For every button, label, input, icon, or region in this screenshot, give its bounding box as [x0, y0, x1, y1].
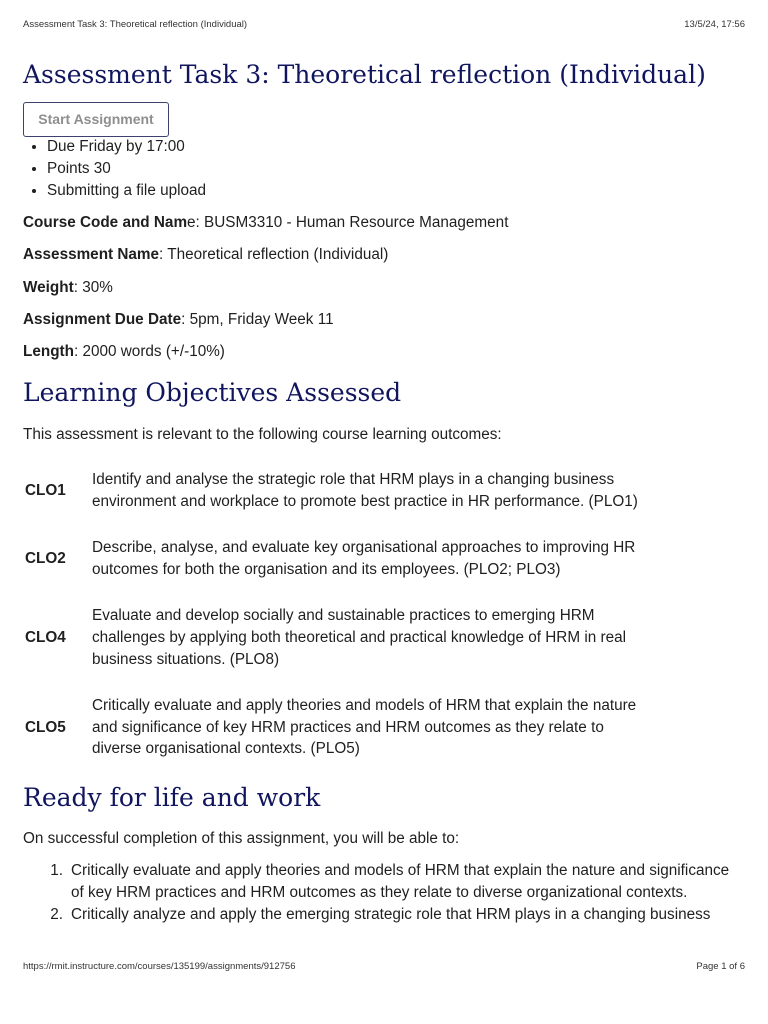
field-label: Course Code and Nam: [23, 214, 188, 231]
list-item: [23, 860, 729, 903]
print-header-title: Assessment Task 3: Theoretical reflection (Individual): [23, 19, 248, 30]
field-value: : Theoretical reflection (Individual): [159, 246, 389, 264]
learning-objectives-intro: This assessment is relevant to the following course learning outcomes:: [23, 426, 502, 443]
outcome-code: CLO1: [25, 481, 66, 499]
points-item: • Points 30: [47, 158, 206, 180]
field-value: : 30%: [73, 278, 113, 296]
assignment-details-list: [23, 136, 206, 202]
outcome-line: environment and workplace to promote best practice in HR performance. (PLO1): [92, 492, 638, 510]
print-footer: [23, 961, 745, 973]
field-label: Assignment Due Date: [23, 310, 182, 328]
ready-for-life-list: [23, 860, 729, 925]
table-row: [23, 683, 638, 773]
outcome-code: CLO5: [25, 718, 66, 736]
assessment-info: [23, 212, 508, 373]
assessment-name-field: [23, 244, 508, 266]
field-label: Weight: [23, 278, 74, 296]
outcome-code: CLO2: [25, 549, 66, 567]
outcome-line: Critically evaluate and apply theories and models of HRM that explain the nature: [92, 696, 637, 714]
outcome-description: [92, 457, 638, 525]
submission-type-item: • Submitting a file upload: [47, 180, 206, 202]
outcome-code: CLO4: [25, 628, 66, 646]
field-value: e: BUSM3310 - Human Resource Management: [187, 214, 509, 231]
list-item-number: 1.: [50, 862, 63, 880]
list-item-number: 2.: [50, 905, 63, 923]
weight-field: [23, 277, 508, 299]
length-field: [23, 341, 508, 363]
print-header: [23, 19, 745, 31]
table-row: [23, 593, 638, 683]
page-number: Page 1 of 6: [696, 961, 745, 972]
outcome-line: Describe, analyse, and evaluate key organisational approaches to improving HR: [92, 539, 636, 557]
outcome-line: business situations. (PLO8): [92, 650, 280, 668]
ready-for-life-intro: On successful completion of this assignment, you will be able to:: [23, 830, 460, 847]
outcome-line: challenges by applying both theoretical and practical knowledge of HRM in real: [92, 628, 627, 646]
list-item: [23, 904, 729, 926]
learning-objectives-heading: Learning Objectives Assessed: [23, 378, 402, 407]
outcome-line: outcomes for both the organisation and its employees. (PLO2; PLO3): [92, 560, 561, 578]
field-value: : 5pm, Friday Week 11: [181, 310, 334, 328]
field-label: Assessment Name: [23, 246, 160, 264]
outcome-line: Identify and analyse the strategic role that HRM plays in a changing business: [92, 471, 615, 489]
list-item-line: Critically evaluate and apply theories and models of HRM that explain the nature and significance: [71, 862, 730, 880]
table-row: [23, 525, 638, 593]
print-header-datetime: 13/5/24, 17:56: [684, 19, 745, 30]
page-url: https://rmit.instructure.com/courses/135199/assignments/912756: [23, 961, 296, 972]
outcome-line: diverse organisational contexts. (PLO5): [92, 740, 360, 758]
table-row: [23, 457, 638, 525]
list-item-line: of key HRM practices and HRM outcomes as they relate to diverse organizational contexts.: [71, 883, 688, 901]
outcome-description: [92, 525, 638, 593]
start-assignment-button[interactable]: Start Assignment: [23, 102, 169, 137]
field-value: : 2000 words (+/-10%): [73, 343, 225, 361]
due-date-field: [23, 309, 508, 331]
course-code-field: [23, 212, 508, 234]
list-item-line: Critically analyze and apply the emerging strategic role that HRM plays in a changing business: [71, 905, 711, 923]
page-title: Assessment Task 3: Theoretical reflection (Individual): [23, 60, 706, 89]
learning-outcomes-table: [23, 457, 638, 772]
due-date-item: • Due Friday by 17:00: [47, 136, 206, 158]
outcome-line: Evaluate and develop socially and sustainable practices to emerging HRM: [92, 607, 595, 625]
outcome-line: and significance of key HRM practices and HRM outcomes as they relate to: [92, 718, 604, 736]
outcome-description: [92, 683, 638, 773]
outcome-description: [92, 593, 638, 683]
field-label: Length: [23, 343, 74, 361]
ready-for-life-heading: Ready for life and work: [23, 783, 321, 812]
